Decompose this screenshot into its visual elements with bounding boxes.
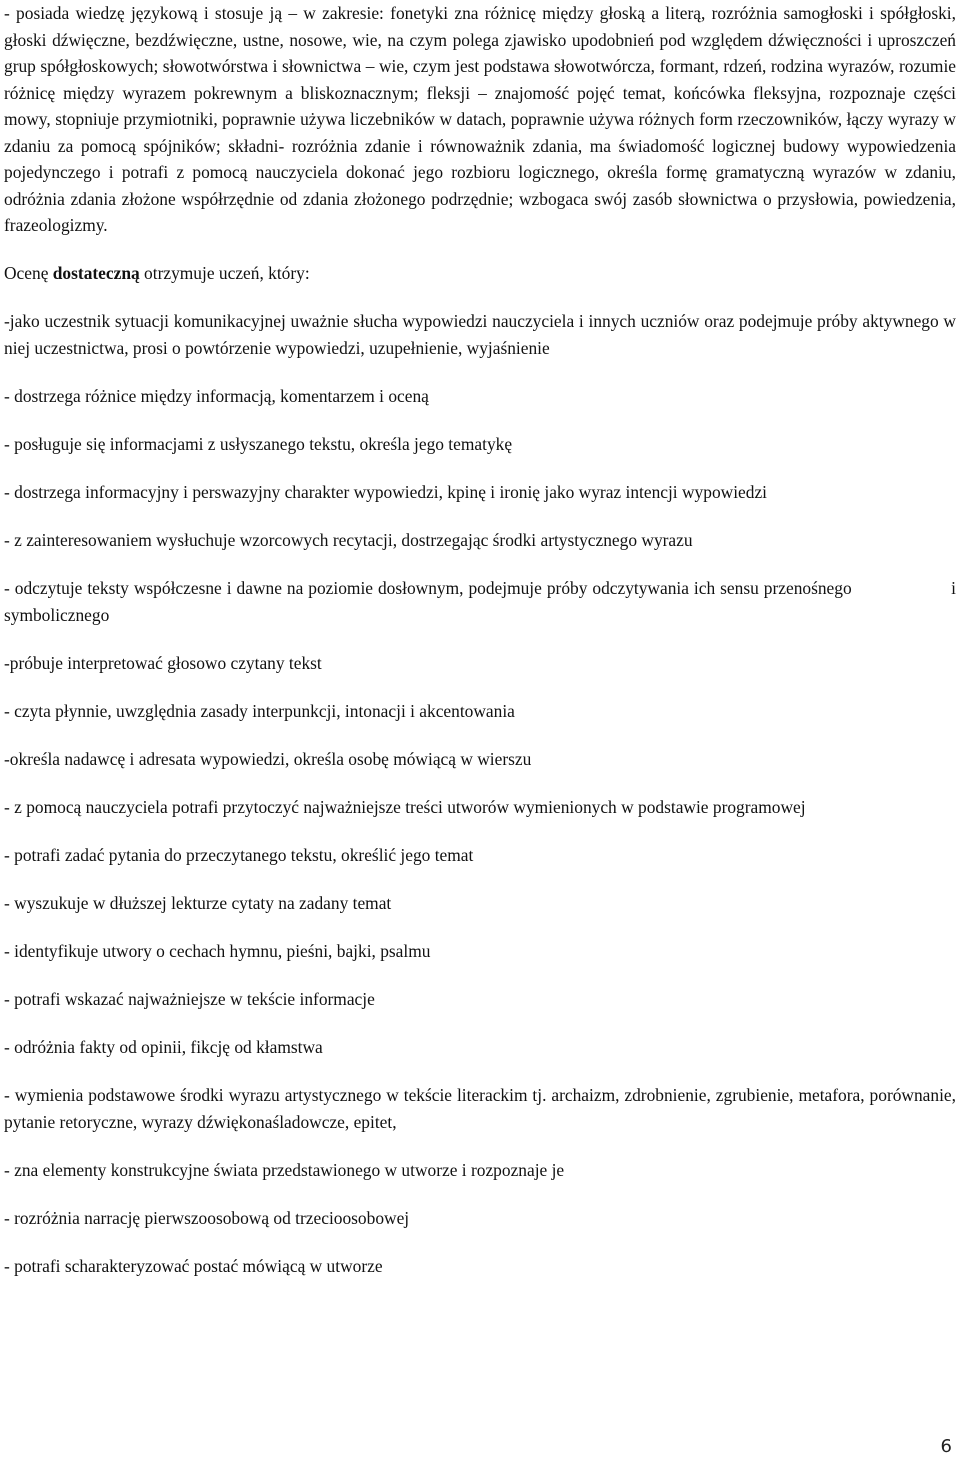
list-item: - wyszukuje w dłuższej lekturze cytaty na zadany temat <box>4 892 392 913</box>
list-item: -jako uczestnik sytuacji komunikacyjnej uważnie słucha wypowiedzi nauczyciela i innych uczniów oraz podejmuje próby aktywnego w niej uczestnictwa, prosi o powtórzenie wypowiedzi, uzupełnienie, wyjaśnienie <box>4 310 956 358</box>
grade-name: dostateczną <box>52 262 140 283</box>
list-item: - wymienia podstawowe środki wyrazu artystycznego w tekście literackim tj. archaizm, zdrobnienie, zgrubienie, metafora, porównanie, pytanie retoryczne, wyrazy dźwiękonaśladowcze, epitet, <box>4 1084 956 1132</box>
grade-heading-suffix: otrzymuje uczeń, który: <box>139 262 310 283</box>
list-item: - odczytuje teksty współczesne i dawne na poziomie dosłownym, podejmuje próby odczytywania ich sensu przenośnego i symbolicznego <box>4 577 960 625</box>
intro-paragraph: - posiada wiedzę językową i stosuje ją – w zakresie: fonetyki zna różnicę między głoską a literą, rozróżnia samogłoski i spółgłoski, głoski dźwięczne, bezdźwięczne, ustne, nosowe, wie, na czym polega zjawisko upodobnień pod względem dźwięczności i uproszczeń grup spółgłoskowych; słowotwórstwa i słownictwa – wie, czym jest podstawa słowotwórcza, formant, rdzeń, rodzina wyrazów, rozumie różnicę między wyrazem pokrewnym a bliskoznacznym; fleksji – znajomość pojęć temat, końcówka fleksyjna, rozpoznaje części mowy, stopniuje przymiotniki, poprawnie używa liczebników w datach, poprawnie używa różnych form rzeczowników, łączy wyrazy w zdaniu za pomocą spójników; składni- rozróżnia zdanie i równoważnik zdania, ma świadomość logicznej budowy wypowiedzenia pojedynczego i potrafi z pomocą nauczyciela dokonać jego rozbioru logicznego, określa formę gramatyczną wyrazów w zdaniu, odróżnia zdania złożone współrzędnie od zdania złożonego podrzędnie; wzbogaca swój zasób słownictwa o przysłowia, powiedzenia, frazeologizmy. <box>4 3 956 235</box>
list-item: - czyta płynnie, uwzględnia zasady interpunkcji, intonacji i akcentowania <box>4 700 515 721</box>
list-item: - dostrzega informacyjny i perswazyjny charakter wypowiedzi, kpinę i ironię jako wyraz intencji wypowiedzi <box>4 481 767 502</box>
list-item: - identyfikuje utwory o cechach hymnu, pieśni, bajki, psalmu <box>4 940 431 961</box>
list-item: - potrafi scharakteryzować postać mówiącą w utworze <box>4 1255 383 1276</box>
list-item: - dostrzega różnice między informacją, komentarzem i oceną <box>4 385 429 406</box>
list-item: -określa nadawcę i adresata wypowiedzi, określa osobę mówiącą w wierszu <box>4 748 532 769</box>
list-item: - z pomocą nauczyciela potrafi przytoczyć najważniejsze treści utworów wymienionych w podstawie programowej <box>4 796 806 817</box>
list-item: - posługuje się informacjami z usłyszanego tekstu, określa jego tematykę <box>4 433 513 454</box>
grade-heading <box>4 260 956 287</box>
document-page <box>4 0 960 1280</box>
list-item: - rozróżnia narrację pierwszoosobową od trzecioosobowej <box>4 1207 410 1228</box>
page-number: 6 <box>940 1436 952 1457</box>
list-item: - potrafi wskazać najważniejsze w tekście informacje <box>4 988 375 1009</box>
list-item: - z zainteresowaniem wysłuchuje wzorcowych recytacji, dostrzegając środki artystycznego wyrazu <box>4 529 693 550</box>
list-item: - odróżnia fakty od opinii, fikcję od kłamstwa <box>4 1036 323 1057</box>
list-item: - potrafi zadać pytania do przeczytanego tekstu, określić jego temat <box>4 844 474 865</box>
grade-heading-prefix: Ocenę <box>4 262 53 283</box>
list-item: -próbuje interpretować głosowo czytany tekst <box>4 652 322 673</box>
list-item: - zna elementy konstrukcyjne świata przedstawionego w utworze i rozpoznaje je <box>4 1159 565 1180</box>
